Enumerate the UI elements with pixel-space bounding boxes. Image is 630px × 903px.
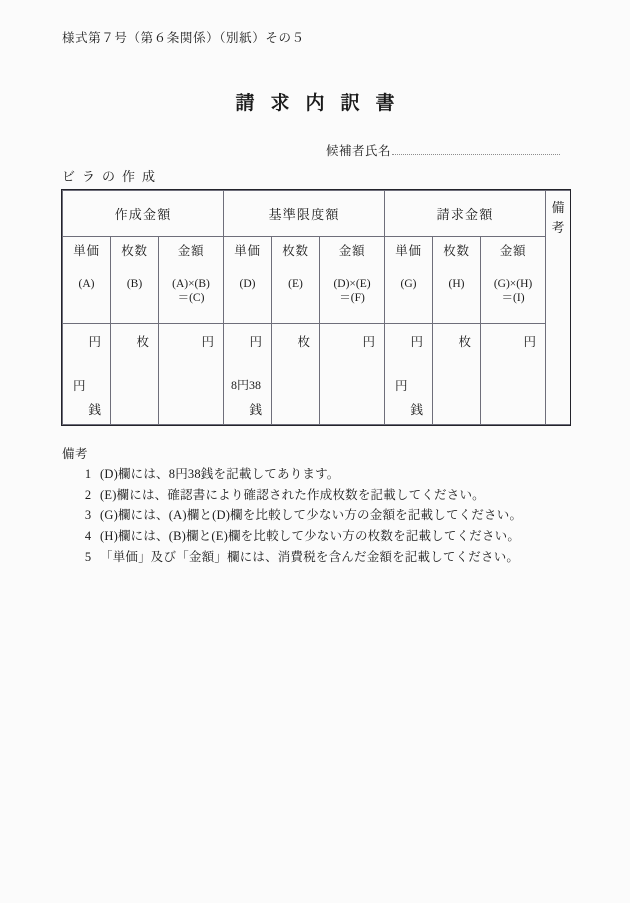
sub-header-code: (D) bbox=[239, 277, 256, 290]
note-text: (G)欄には、(A)欄と(D)欄を比較して少ない方の金額を記載してください。 bbox=[100, 508, 523, 523]
note-number: 3 bbox=[84, 508, 92, 523]
sub-header-cell bbox=[159, 237, 224, 324]
group-header-cell: 請求金額 bbox=[385, 191, 546, 237]
sub-header-cell bbox=[481, 237, 546, 324]
sub-header-code-2: ＝(F) bbox=[339, 292, 365, 305]
entry-prefilled-value: 8円38 bbox=[231, 378, 262, 392]
notes-section bbox=[62, 444, 582, 566]
entry-cell[interactable] bbox=[320, 324, 385, 425]
entry-unit-top: 枚 bbox=[458, 335, 472, 349]
sub-header-cell bbox=[224, 237, 272, 324]
sub-header-name: 枚数 bbox=[443, 244, 470, 258]
entry-cell[interactable] bbox=[385, 324, 433, 425]
page-title: 請求内訳書 bbox=[235, 93, 411, 114]
entry-unit-yen: 円 bbox=[73, 379, 86, 393]
entry-unit-top: 円 bbox=[523, 335, 537, 349]
entry-unit-top: 円 bbox=[88, 335, 101, 349]
entry-cell[interactable] bbox=[63, 324, 111, 425]
note-item bbox=[62, 548, 582, 566]
sub-header-name: 単価 bbox=[234, 244, 261, 258]
sub-header-cell bbox=[111, 237, 159, 324]
entry-unit-top: 円 bbox=[201, 335, 215, 349]
table-entry-row bbox=[63, 324, 571, 425]
entry-cell[interactable] bbox=[159, 324, 224, 425]
entry-unit-yen: 円 bbox=[395, 379, 408, 393]
sub-header-name: 単価 bbox=[73, 244, 100, 258]
note-number: 5 bbox=[84, 549, 92, 564]
sub-header-code-2: ＝(C) bbox=[177, 292, 205, 305]
sub-header-name: 金額 bbox=[177, 244, 205, 258]
sub-header-cell bbox=[320, 237, 385, 324]
remarks-column-header bbox=[546, 191, 571, 425]
candidate-name-label: 候補者氏名 bbox=[326, 144, 392, 158]
sub-header-code: (G)×(H) bbox=[493, 277, 533, 290]
sub-header-name: 金額 bbox=[499, 244, 527, 258]
note-text: 「単価」及び「金額」欄には、消費税を含んだ金額を記載してください。 bbox=[100, 549, 520, 564]
sub-header-code: (D)×(E) bbox=[333, 277, 371, 290]
note-item bbox=[62, 465, 582, 483]
sub-header-cell bbox=[272, 237, 320, 324]
entry-unit-top: 円 bbox=[249, 335, 263, 349]
entry-cell[interactable] bbox=[481, 324, 546, 425]
remarks-header-char-2: 考 bbox=[551, 220, 565, 236]
breakdown-table bbox=[62, 190, 571, 425]
sub-header-code: (G) bbox=[400, 277, 417, 290]
sub-header-code: (A) bbox=[78, 277, 95, 290]
note-item bbox=[62, 486, 582, 504]
candidate-name-field[interactable] bbox=[326, 141, 560, 159]
entry-unit-sen: 銭 bbox=[410, 403, 424, 417]
note-text: (H)欄には、(B)欄と(E)欄を比較して少ない方の枚数を記載してください。 bbox=[100, 528, 521, 543]
entry-unit-top: 枚 bbox=[297, 335, 311, 349]
note-number: 4 bbox=[84, 528, 92, 543]
table-group-header-row bbox=[63, 191, 571, 237]
entry-unit-top: 円 bbox=[410, 335, 424, 349]
sub-header-code: (E) bbox=[288, 277, 303, 290]
group-header-cell: 基準限度額 bbox=[224, 191, 385, 237]
sub-header-name: 枚数 bbox=[282, 244, 309, 258]
note-text: (E)欄には、確認書により確認された作成枚数を記載してください。 bbox=[100, 487, 485, 502]
group-header-cell: 作成金額 bbox=[63, 191, 224, 237]
sub-header-name: 枚数 bbox=[121, 244, 148, 258]
table-sub-header-row bbox=[63, 237, 571, 324]
notes-title: 備考 bbox=[62, 447, 89, 461]
sub-header-name: 金額 bbox=[338, 244, 366, 258]
entry-unit-top: 枚 bbox=[136, 335, 149, 349]
note-item bbox=[62, 527, 582, 545]
sub-header-name: 単価 bbox=[395, 244, 422, 258]
section-heading: ビラの作成 bbox=[62, 169, 163, 184]
entry-cell[interactable] bbox=[433, 324, 481, 425]
entry-unit-sen: 銭 bbox=[249, 403, 263, 417]
note-item bbox=[62, 506, 582, 524]
entry-cell[interactable] bbox=[224, 324, 272, 425]
remarks-header-char-1: 備 bbox=[551, 200, 565, 215]
candidate-name-input-line[interactable] bbox=[392, 142, 560, 155]
entry-cell[interactable] bbox=[111, 324, 159, 425]
sub-header-code: (H) bbox=[448, 277, 465, 290]
sub-header-code: (B) bbox=[126, 277, 143, 290]
sub-header-cell bbox=[63, 237, 111, 324]
sub-header-code: (A)×(B) bbox=[172, 277, 210, 290]
entry-unit-top: 円 bbox=[362, 335, 376, 349]
note-text: (D)欄には、8円38銭を記載してあります。 bbox=[100, 467, 340, 481]
note-number: 1 bbox=[84, 467, 92, 481]
form-code: 様式第７号（第６条関係）（別紙）その５ bbox=[62, 31, 305, 45]
sub-header-cell bbox=[385, 237, 433, 324]
entry-cell[interactable] bbox=[272, 324, 320, 425]
sub-header-code-2: ＝(I) bbox=[501, 292, 525, 305]
breakdown-table-wrapper bbox=[62, 190, 570, 425]
sub-header-cell bbox=[433, 237, 481, 324]
entry-unit-sen: 銭 bbox=[88, 403, 101, 417]
note-number: 2 bbox=[84, 487, 92, 502]
